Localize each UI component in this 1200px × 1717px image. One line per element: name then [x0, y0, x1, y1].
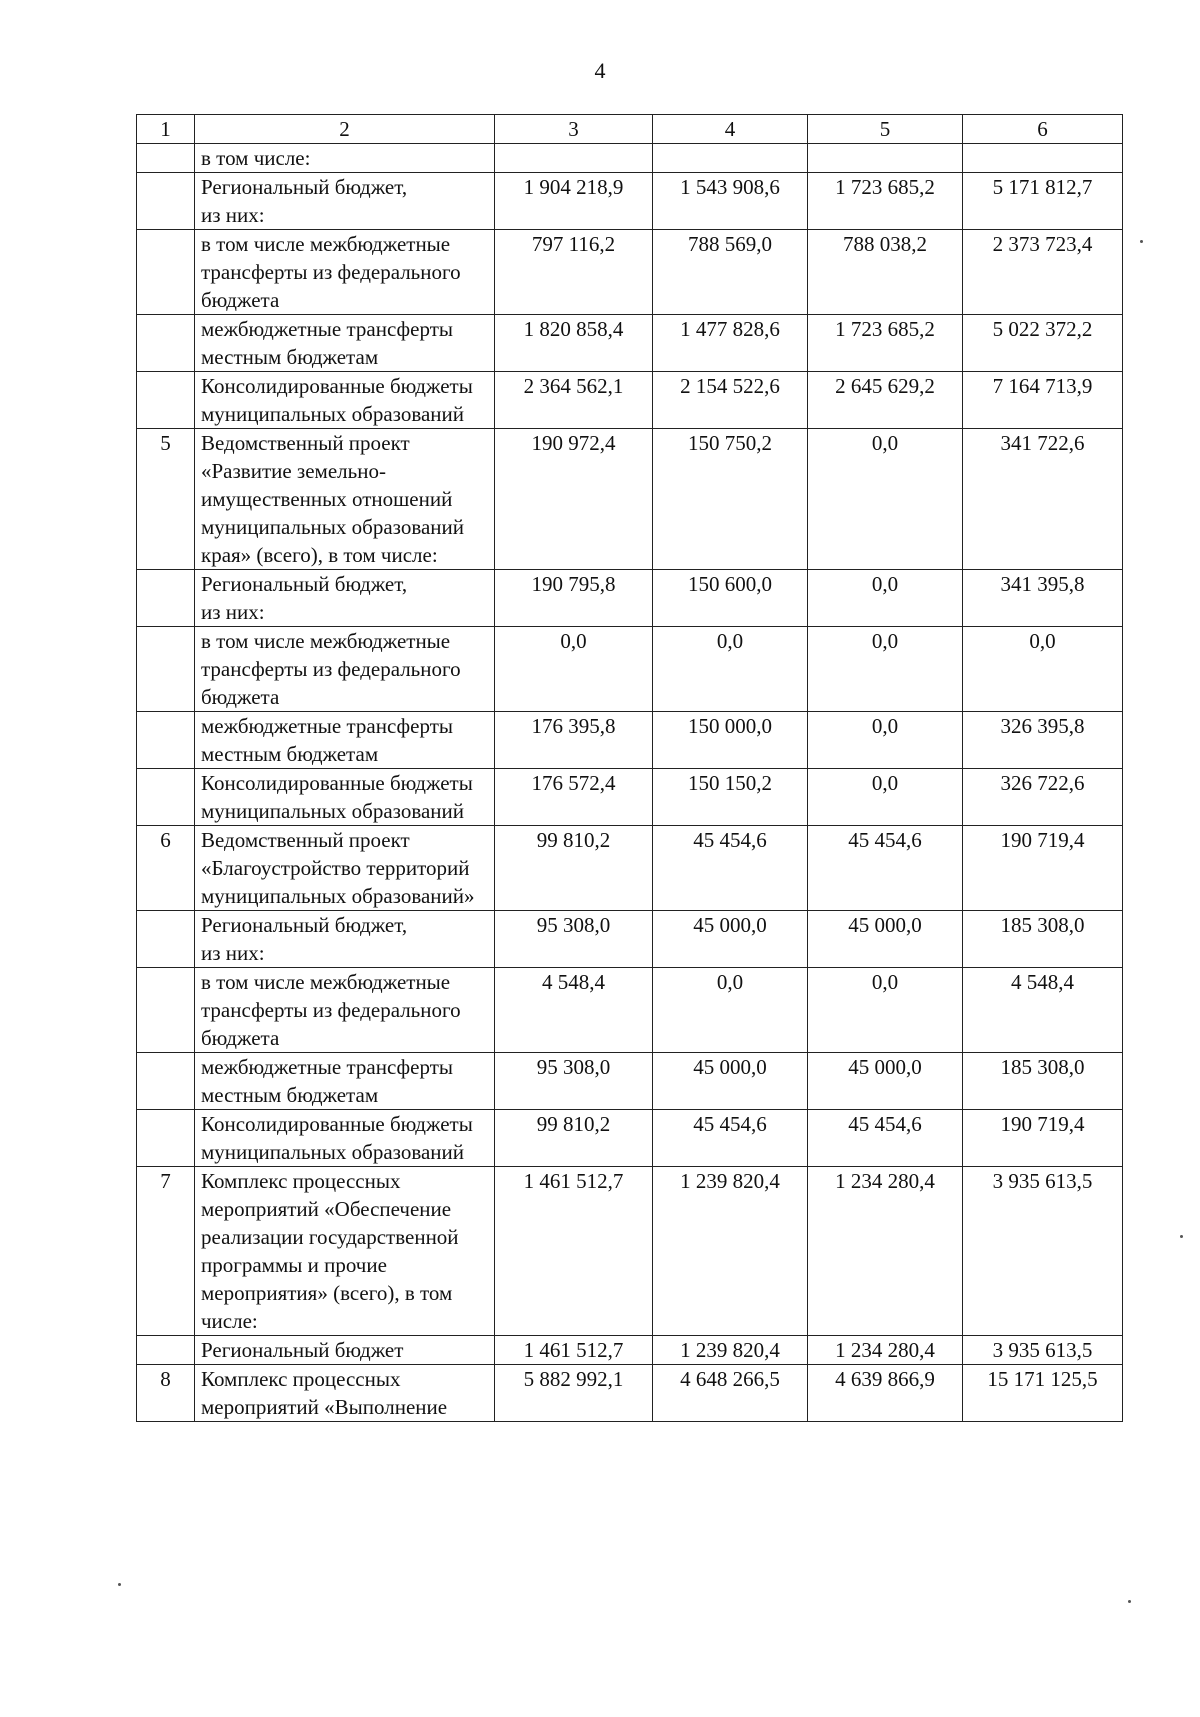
row-number [137, 911, 195, 968]
column-number: 2 [195, 115, 495, 144]
table-row [137, 372, 1123, 429]
value-col3: 2 364 562,1 [495, 372, 653, 429]
table-row [137, 1053, 1123, 1110]
value-col4: 1 477 828,6 [653, 315, 808, 372]
row-number [137, 570, 195, 627]
row-name: Ведомственный проект «Развитие земельно-имущественных отношений муниципальных образований края» (всего), в том числе: [195, 429, 495, 570]
row-name: Региональный бюджет [195, 1336, 495, 1365]
row-name: Консолидированные бюджеты муниципальных образований [195, 1110, 495, 1167]
value-col3: 176 395,8 [495, 712, 653, 769]
table-row [137, 173, 1123, 230]
scan-speck [118, 1583, 121, 1586]
row-name: в том числе межбюджетные трансферты из федерального бюджета [195, 230, 495, 315]
value-col6: 190 719,4 [963, 826, 1123, 911]
value-col4 [653, 144, 808, 173]
value-col4: 0,0 [653, 627, 808, 712]
row-number [137, 1336, 195, 1365]
value-col3: 1 820 858,4 [495, 315, 653, 372]
row-name: Региональный бюджет, из них: [195, 173, 495, 230]
value-col5: 45 454,6 [808, 1110, 963, 1167]
row-name: в том числе: [195, 144, 495, 173]
table-row [137, 712, 1123, 769]
row-number: 6 [137, 826, 195, 911]
value-col3: 99 810,2 [495, 826, 653, 911]
row-number [137, 769, 195, 826]
value-col3: 190 795,8 [495, 570, 653, 627]
value-col6: 3 935 613,5 [963, 1336, 1123, 1365]
row-number [137, 315, 195, 372]
value-col6: 190 719,4 [963, 1110, 1123, 1167]
value-col6: 341 395,8 [963, 570, 1123, 627]
value-col5: 1 723 685,2 [808, 173, 963, 230]
budget-table-body [137, 115, 1123, 1422]
value-col3: 99 810,2 [495, 1110, 653, 1167]
row-name: Консолидированные бюджеты муниципальных образований [195, 769, 495, 826]
table-row [137, 1110, 1123, 1167]
table-row [137, 315, 1123, 372]
row-name: межбюджетные трансферты местным бюджетам [195, 1053, 495, 1110]
value-col3: 176 572,4 [495, 769, 653, 826]
value-col4: 1 239 820,4 [653, 1336, 808, 1365]
table-row [137, 968, 1123, 1053]
row-name: Комплекс процессных мероприятий «Обеспечение реализации государственной программы и прочие мероприятия» (всего), в том числе: [195, 1167, 495, 1336]
value-col4: 1 239 820,4 [653, 1167, 808, 1336]
row-name: в том числе межбюджетные трансферты из федерального бюджета [195, 968, 495, 1053]
value-col3: 95 308,0 [495, 1053, 653, 1110]
value-col3: 4 548,4 [495, 968, 653, 1053]
row-name: Региональный бюджет, из них: [195, 570, 495, 627]
value-col6: 5 171 812,7 [963, 173, 1123, 230]
value-col4: 150 600,0 [653, 570, 808, 627]
table-row [137, 627, 1123, 712]
row-name: в том числе межбюджетные трансферты из федерального бюджета [195, 627, 495, 712]
value-col4: 45 454,6 [653, 1110, 808, 1167]
scan-speck [1140, 240, 1143, 243]
row-name: Региональный бюджет, из них: [195, 911, 495, 968]
value-col4: 4 648 266,5 [653, 1365, 808, 1422]
value-col4: 788 569,0 [653, 230, 808, 315]
value-col5: 0,0 [808, 429, 963, 570]
row-name: Консолидированные бюджеты муниципальных образований [195, 372, 495, 429]
row-number [137, 968, 195, 1053]
row-number [137, 144, 195, 173]
table-row [137, 826, 1123, 911]
value-col5: 2 645 629,2 [808, 372, 963, 429]
value-col5: 45 000,0 [808, 911, 963, 968]
value-col6: 5 022 372,2 [963, 315, 1123, 372]
value-col5: 1 723 685,2 [808, 315, 963, 372]
value-col5: 0,0 [808, 712, 963, 769]
row-number [137, 372, 195, 429]
value-col6 [963, 144, 1123, 173]
table-row [137, 570, 1123, 627]
table-row [137, 144, 1123, 173]
value-col5 [808, 144, 963, 173]
table-row [137, 429, 1123, 570]
value-col4: 150 000,0 [653, 712, 808, 769]
value-col6: 4 548,4 [963, 968, 1123, 1053]
row-number [137, 1110, 195, 1167]
value-col5: 0,0 [808, 570, 963, 627]
value-col6: 15 171 125,5 [963, 1365, 1123, 1422]
value-col3: 5 882 992,1 [495, 1365, 653, 1422]
row-name: Ведомственный проект «Благоустройство территорий муниципальных образований» [195, 826, 495, 911]
value-col3: 95 308,0 [495, 911, 653, 968]
row-number [137, 173, 195, 230]
value-col4: 45 454,6 [653, 826, 808, 911]
value-col6: 341 722,6 [963, 429, 1123, 570]
row-number: 7 [137, 1167, 195, 1336]
row-name: Комплекс процессных мероприятий «Выполнение [195, 1365, 495, 1422]
value-col5: 0,0 [808, 968, 963, 1053]
column-number: 1 [137, 115, 195, 144]
row-name: межбюджетные трансферты местным бюджетам [195, 712, 495, 769]
value-col4: 1 543 908,6 [653, 173, 808, 230]
value-col4: 45 000,0 [653, 911, 808, 968]
row-name: межбюджетные трансферты местным бюджетам [195, 315, 495, 372]
column-number: 4 [653, 115, 808, 144]
value-col3: 1 461 512,7 [495, 1336, 653, 1365]
value-col5: 0,0 [808, 769, 963, 826]
page-number: 4 [594, 58, 606, 83]
value-col6: 3 935 613,5 [963, 1167, 1123, 1336]
row-number: 5 [137, 429, 195, 570]
column-number: 6 [963, 115, 1123, 144]
value-col6: 7 164 713,9 [963, 372, 1123, 429]
value-col6: 0,0 [963, 627, 1123, 712]
value-col5: 0,0 [808, 627, 963, 712]
value-col5: 1 234 280,4 [808, 1336, 963, 1365]
value-col4: 0,0 [653, 968, 808, 1053]
value-col4: 45 000,0 [653, 1053, 808, 1110]
value-col3: 190 972,4 [495, 429, 653, 570]
value-col5: 4 639 866,9 [808, 1365, 963, 1422]
table-row [137, 1365, 1123, 1422]
value-col4: 150 150,2 [653, 769, 808, 826]
value-col3: 797 116,2 [495, 230, 653, 315]
scan-speck [1180, 1235, 1183, 1238]
value-col6: 2 373 723,4 [963, 230, 1123, 315]
column-number: 3 [495, 115, 653, 144]
row-number [137, 712, 195, 769]
row-number [137, 230, 195, 315]
value-col3: 0,0 [495, 627, 653, 712]
value-col5: 1 234 280,4 [808, 1167, 963, 1336]
value-col6: 326 395,8 [963, 712, 1123, 769]
table-row [137, 230, 1123, 315]
column-number-row [137, 115, 1123, 144]
budget-table [136, 114, 1123, 1422]
row-number [137, 1053, 195, 1110]
column-number: 5 [808, 115, 963, 144]
value-col6: 185 308,0 [963, 911, 1123, 968]
table-row [137, 1167, 1123, 1336]
table-row [137, 911, 1123, 968]
value-col3: 1 904 218,9 [495, 173, 653, 230]
table-row [137, 1336, 1123, 1365]
value-col4: 2 154 522,6 [653, 372, 808, 429]
value-col6: 326 722,6 [963, 769, 1123, 826]
row-number [137, 627, 195, 712]
value-col3: 1 461 512,7 [495, 1167, 653, 1336]
value-col4: 150 750,2 [653, 429, 808, 570]
value-col5: 788 038,2 [808, 230, 963, 315]
value-col5: 45 000,0 [808, 1053, 963, 1110]
value-col6: 185 308,0 [963, 1053, 1123, 1110]
table-row [137, 769, 1123, 826]
row-number: 8 [137, 1365, 195, 1422]
value-col5: 45 454,6 [808, 826, 963, 911]
scan-speck [1128, 1600, 1131, 1603]
value-col3 [495, 144, 653, 173]
